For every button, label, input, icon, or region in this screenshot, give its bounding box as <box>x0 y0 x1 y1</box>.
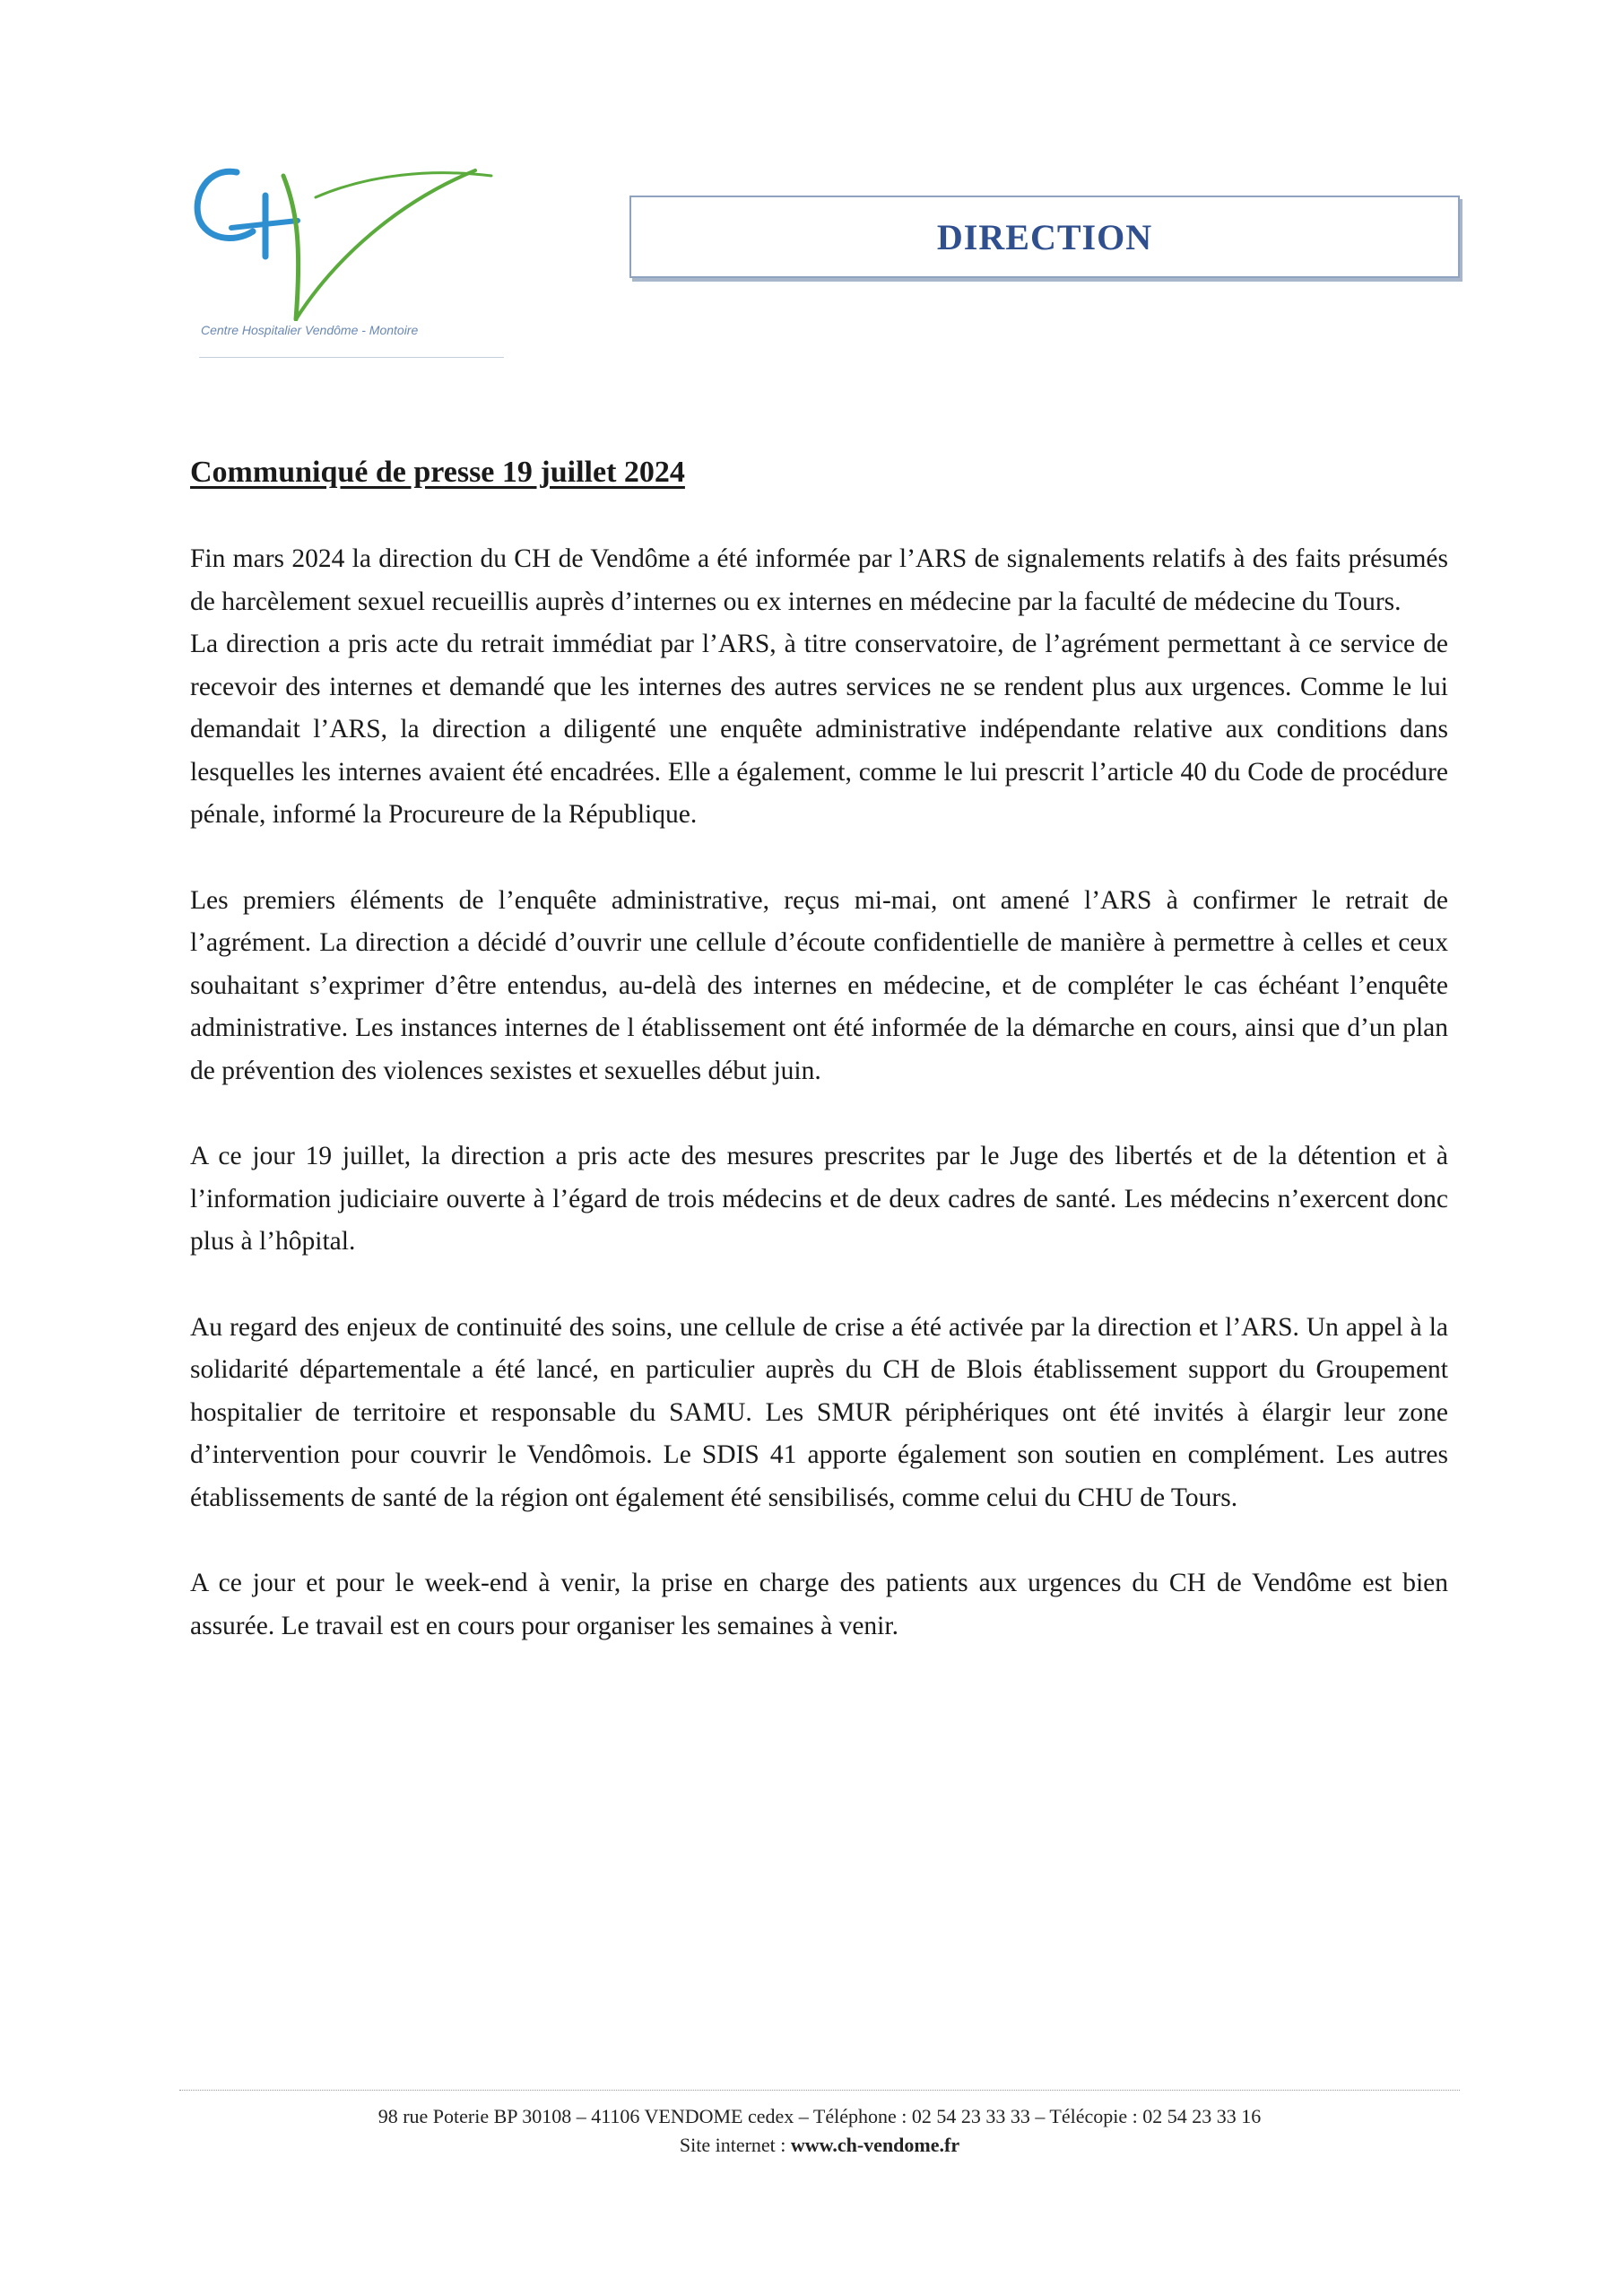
footer-divider <box>179 2090 1460 2091</box>
paragraph-2: La direction a pris acte du retrait immédiat par l’ARS, à titre conservatoire, de l’agrément permettant à ce service de recevoir des internes et demandé que les internes des autres services ne se rendent plus aux urgences. Comme le lui demandait l’ARS, la direction a diligenté une enquête administrative indépendante relative aux conditions dans lesquelles les internes avaient été encadrées. Elle a également, comme le lui prescrit l’article 40 du Code de procédure pénale, informé la Procureure de la République. <box>190 630 1448 829</box>
press-release-body <box>190 538 1448 1691</box>
logo-divider <box>199 357 504 358</box>
paragraph-5: Au regard des enjeux de continuité des soins, une cellule de crise a été activée par la direction et l’ARS. Un appel à la solidarité départementale a été lancé, en particulier auprès du CH de Blois établissement support du Groupement hospitalier de territoire et responsable du SAMU. Les SMUR périphériques ont été invités à élargir leur zone d’intervention pour couvrir le Vendômois. Le SDIS 41 apporte également son soutien en complément. Les autres établissements de santé de la région ont également été sensibilisés, comme celui du CHU de Tours. <box>190 1312 1448 1512</box>
footer-website-line <box>179 2131 1460 2160</box>
paragraph-3: Les premiers éléments de l’enquête administrative, reçus mi-mai, ont amené l’ARS à confirmer le retrait de l’agrément. La direction a décidé d’ouvrir une cellule d’écoute confidentielle de manière à permettre à celles et ceux souhaitant s’exprimer d’être entendus, au-delà des internes en médecine, et de compléter le cas échéant l’enquête administrative. Les instances internes de l établissement ont été informée de la démarche en cours, ainsi que d’un plan de prévention des violences sexistes et sexuelles début juin. <box>190 885 1448 1085</box>
paragraph-4: A ce jour 19 juillet, la direction a pris acte des mesures prescrites par le Juge des libertés et de la détention et à l’information judiciaire ouverte à l’égard de trois médecins et de deux cadres de santé. Les médecins n’exercent donc plus à l’hôpital. <box>190 1142 1448 1256</box>
logo-caption: Centre Hospitalier Vendôme - Montoire <box>201 323 419 337</box>
page-footer <box>179 2102 1460 2160</box>
footer-website-link[interactable]: www.ch-vendome.fr <box>790 2134 960 2156</box>
ch-vendome-logo-icon <box>190 161 513 321</box>
page-title: Communiqué de presse 19 juillet 2024 <box>190 456 685 489</box>
hospital-logo <box>190 161 513 363</box>
footer-website-label: Site internet : <box>679 2134 791 2156</box>
department-banner <box>629 196 1460 278</box>
paragraph-6: A ce jour et pour le week-end à venir, la prise en charge des patients aux urgences du CH de Vendôme est bien assurée. Le travail est en cours pour organiser les semaines à venir. <box>190 1569 1448 1640</box>
footer-address: 98 rue Poterie BP 30108 – 41106 VENDOME cedex – Téléphone : 02 54 23 33 33 – Télécopie : 02 54 23 33 16 <box>378 2105 1262 2127</box>
department-label: DIRECTION <box>936 216 1153 257</box>
paragraph-1: Fin mars 2024 la direction du CH de Vendôme a été informée par l’ARS de signalements relatifs à des faits présumés de harcèlement sexuel recueillis auprès d’internes ou ex internes en médecine par la faculté de médecine du Tours. <box>190 544 1448 616</box>
